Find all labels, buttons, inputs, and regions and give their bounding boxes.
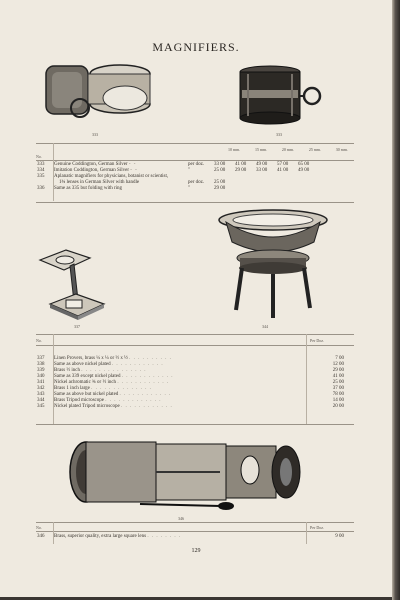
price: 41 00 <box>277 168 289 173</box>
price: 37 00 <box>332 386 344 391</box>
cylinder-magnifier-figure <box>60 434 310 514</box>
item-number: 342 <box>37 386 45 391</box>
item-description: Brass ½ inch . . . . . . . . . . . . . . . <box>54 368 147 373</box>
price: 25 00 <box>332 380 344 385</box>
figure-caption: 333 <box>276 132 282 137</box>
figure-caption: 346 <box>178 516 184 521</box>
unit: per doz. <box>188 162 205 167</box>
item-number: 334 <box>37 168 45 173</box>
item-description: Same as above nickel plated . . . . . . . . . . . . <box>54 362 164 367</box>
price: 49 00 <box>256 162 268 167</box>
price: 12 00 <box>332 362 344 367</box>
item-number: 341 <box>37 380 45 385</box>
price: 29 00 <box>235 168 247 173</box>
table-row <box>36 534 345 540</box>
item-number: 344 <box>37 398 45 403</box>
rule <box>36 202 354 203</box>
price: 41 00 <box>235 162 247 167</box>
figure-caption: 333 <box>92 132 98 137</box>
item-description: Same as 335 but folding with ring <box>54 186 123 191</box>
rule <box>36 143 354 144</box>
table-magnifiers-1 <box>36 162 318 192</box>
item-number: 340 <box>37 374 45 379</box>
table-row <box>36 186 318 192</box>
price: 9 00 <box>335 534 344 539</box>
item-number: 346 <box>37 534 45 539</box>
no-header: No. <box>36 525 42 530</box>
price: 14 00 <box>332 398 344 403</box>
price: 33 00 <box>256 168 268 173</box>
rule <box>36 160 354 161</box>
price: 25 00 <box>214 168 226 173</box>
no-header: No. <box>36 338 42 343</box>
figure-caption: 344 <box>262 324 268 329</box>
item-number: 337 <box>37 356 45 361</box>
size-header: 25 mm. <box>308 147 322 152</box>
size-header: 15 mm. <box>254 147 268 152</box>
item-number: 345 <box>37 404 45 409</box>
item-description: Same as above but nickel plated . . . . . . . . . . . . <box>54 392 172 397</box>
item-description: Brass Tripod microscope . . . . . . . . . . . . . <box>54 398 162 403</box>
tripod-microscope-figure <box>214 206 332 322</box>
price: 57 00 <box>277 162 289 167</box>
price: 20 00 <box>332 404 344 409</box>
item-number: 333 <box>37 162 45 167</box>
size-header: 30 mm. <box>335 147 348 152</box>
unit: " <box>188 168 191 173</box>
item-description: Imitation Coddington, German Silver - - <box>54 168 138 173</box>
price: 25 00 <box>214 180 226 185</box>
size-header: 20 mm. <box>281 147 295 152</box>
item-number: 335 <box>37 174 45 179</box>
page-edge <box>392 0 400 600</box>
drum-magnifier-figure <box>238 64 328 128</box>
table-magnifiers-3 <box>36 534 345 540</box>
no-header: No. <box>36 154 42 159</box>
item-description: Brass, superior quality, extra large square lens . . . . . . . . <box>54 534 182 539</box>
per-doz-header: Per Doz. <box>310 525 324 530</box>
item-description: Linen Provers, brass ¼ x ¼ or ½ x ½ . . . . . . . . . . <box>54 356 172 361</box>
price: 65 00 <box>298 162 310 167</box>
coddington-magnifier-figure <box>40 58 160 128</box>
price: 33 00 <box>214 162 226 167</box>
item-description: 1¾ lenses in German Silver with handle <box>59 180 140 185</box>
price: 7 00 <box>335 356 344 361</box>
item-description: Aplanatic magnifiers for physicians, botanist or scientist, <box>54 174 169 179</box>
figure-caption: 337 <box>74 324 80 329</box>
item-description: Brass 1 inch large . . . . . . . . . . . . . . <box>54 386 152 391</box>
price: 78 00 <box>332 392 344 397</box>
per-doz-header: Per Doz. <box>310 338 324 343</box>
item-number: 343 <box>37 392 45 397</box>
page-title: MAGNIFIERS. <box>152 40 240 54</box>
column-rule <box>53 522 54 544</box>
price: 29 00 <box>332 368 344 373</box>
page-number: 129 <box>191 548 201 554</box>
item-description: Nickel achromatic ¾ or ½ inch . . . . . . . . . . . . <box>54 380 170 385</box>
price: 41 00 <box>332 374 344 379</box>
item-description: Nickel plated Tripod microscope . . . . . . . . . . . . <box>54 404 173 409</box>
item-description: Same as 339 except nickel plated . . . . . . . . . . . . <box>54 374 174 379</box>
item-number: 339 <box>37 368 45 373</box>
size-headers <box>228 147 348 152</box>
item-description: Genuine Coddington, German Silver - - <box>54 162 137 167</box>
price: 29 00 <box>214 186 226 191</box>
price: 49 00 <box>298 168 310 173</box>
item-number: 338 <box>37 362 45 367</box>
size-header: 10 mm. <box>228 147 241 152</box>
table-magnifiers-2 <box>36 356 345 410</box>
column-rule <box>306 522 307 544</box>
item-number: 336 <box>37 186 45 191</box>
linen-prover-figure <box>36 246 116 324</box>
unit: per doz. <box>188 180 205 185</box>
table-row <box>36 404 345 410</box>
unit: " <box>188 186 191 191</box>
rule <box>36 424 354 425</box>
